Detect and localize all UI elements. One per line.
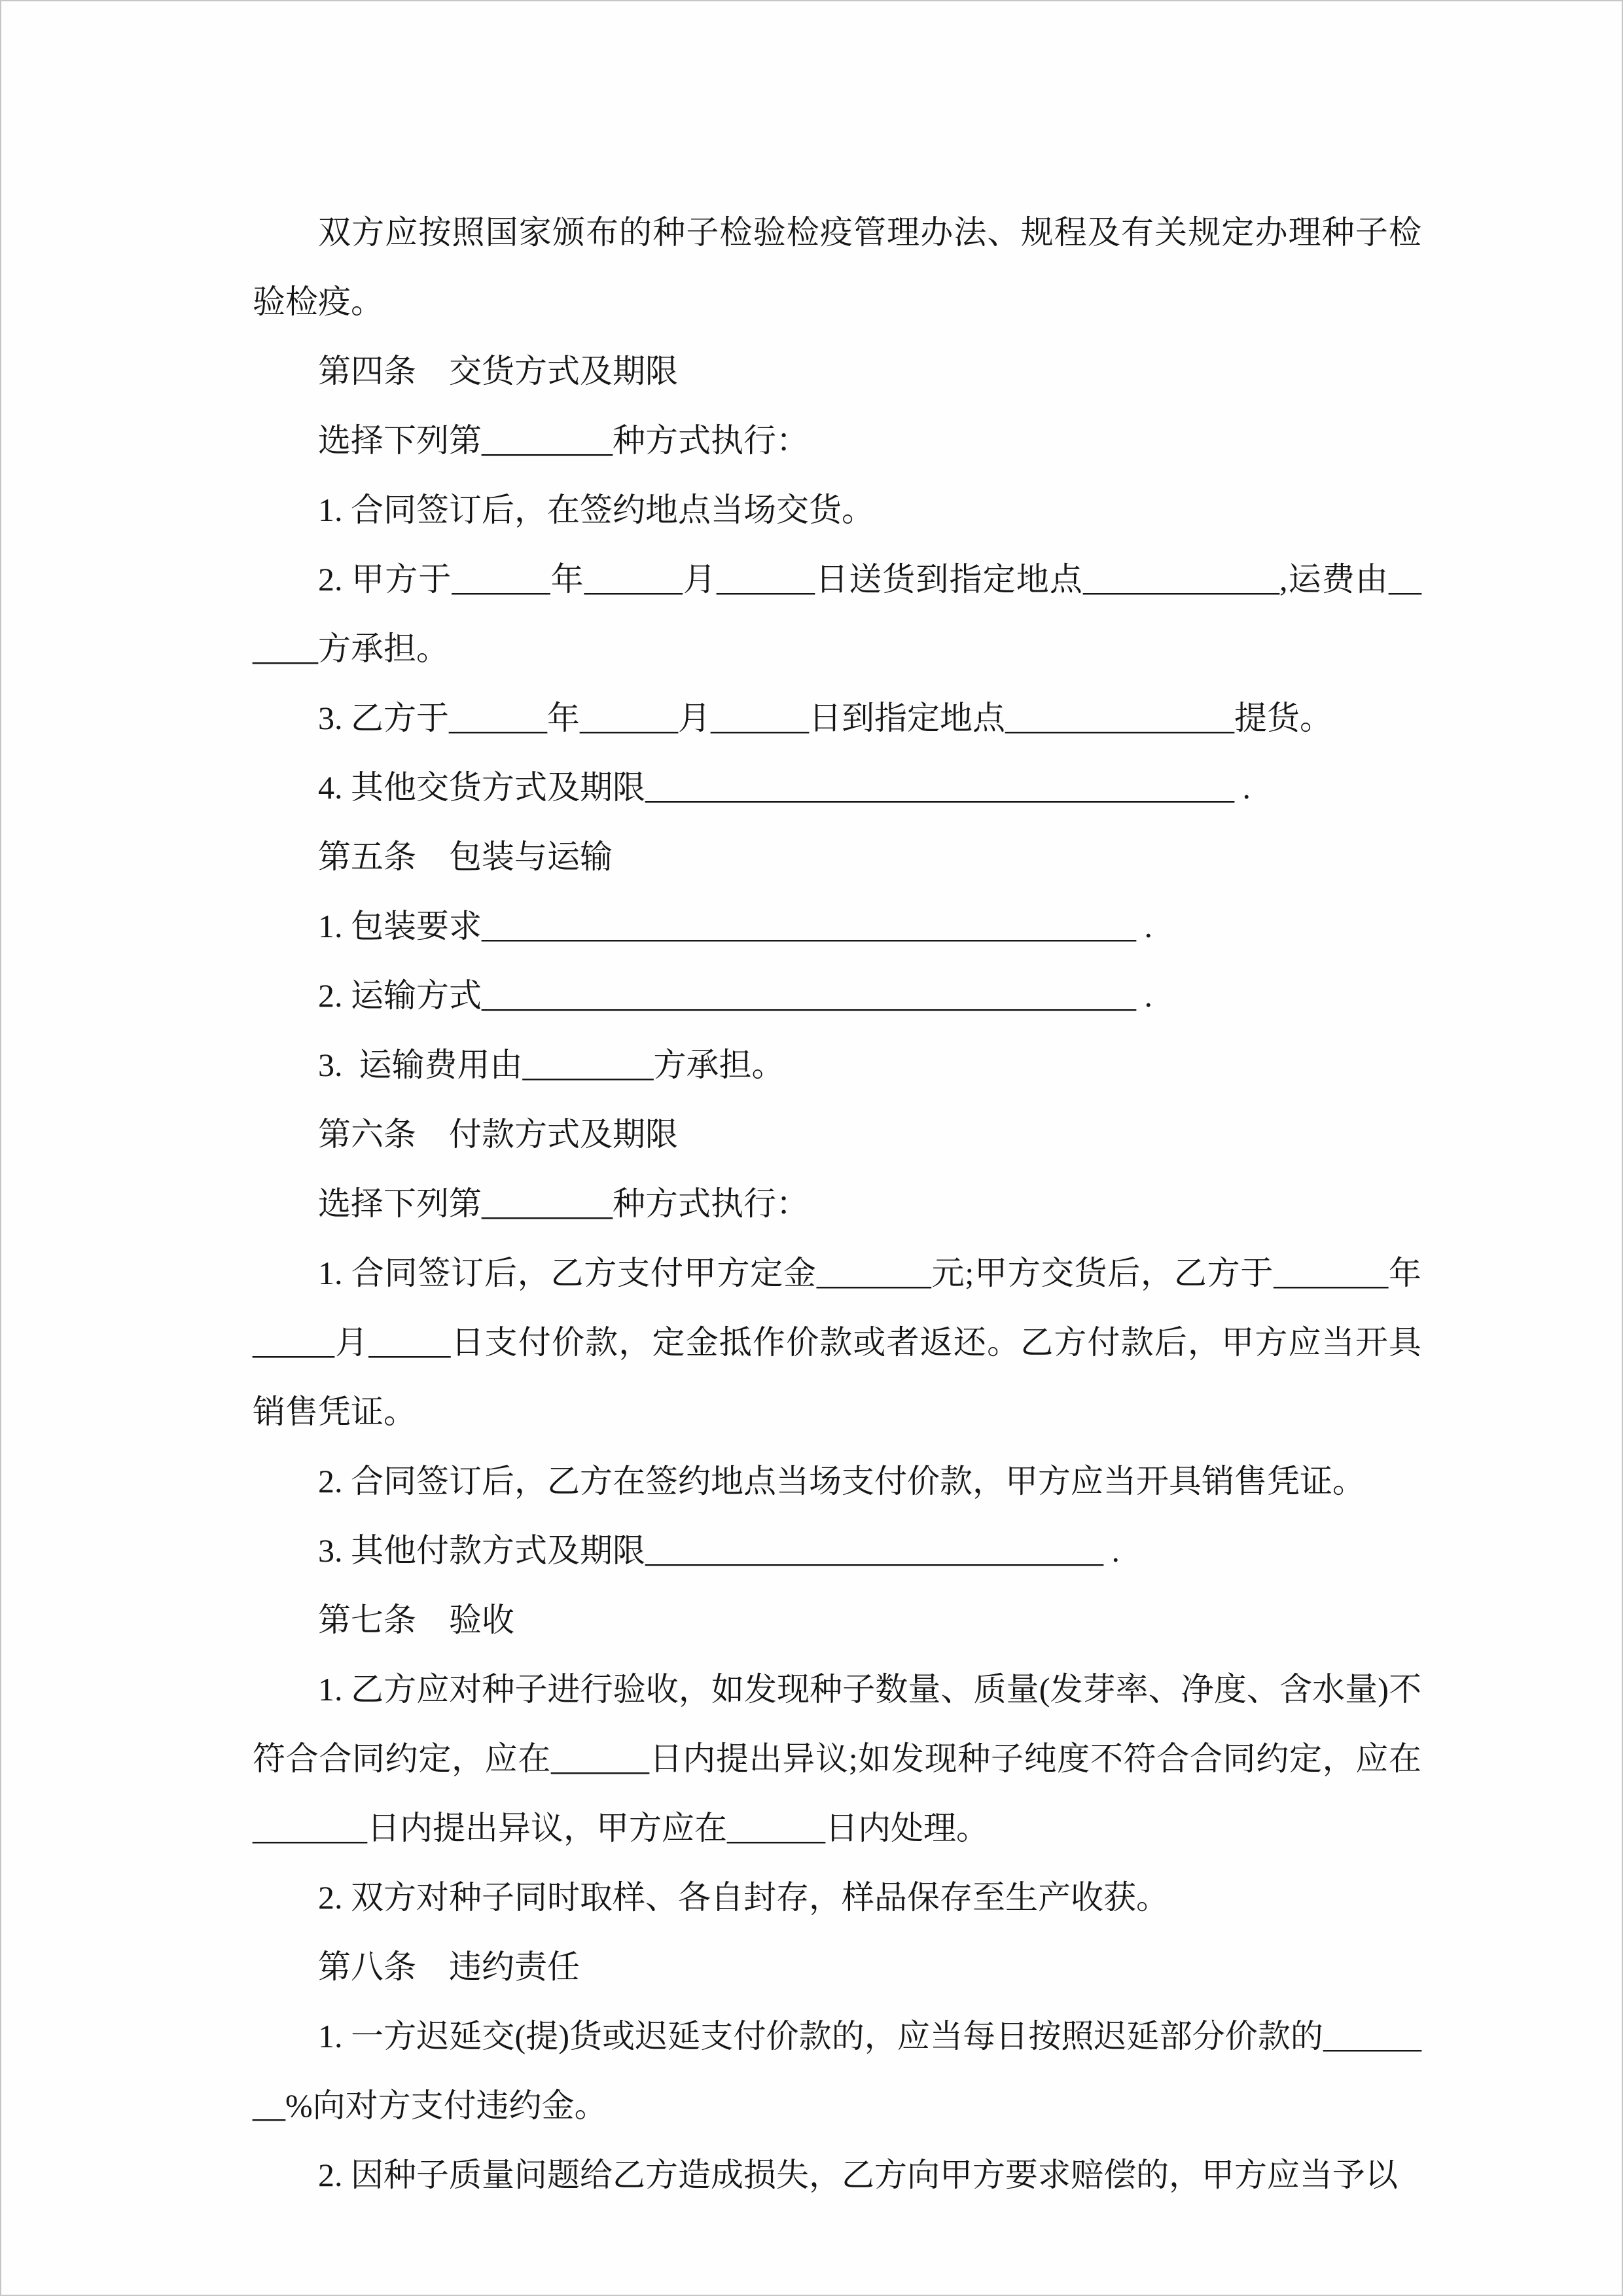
paragraph-payment-option-1: 1. 合同签订后，乙方支付甲方定金_______元;甲方交货后，乙方于_______年_____月_____日支付价款，定金抵作价款或者返还。乙方付款后，甲方应当开具销售凭证。 [253, 1255, 1421, 1430]
heading-article-8: 第八条 违约责任 [318, 1948, 580, 1985]
heading-article-5: 第五条 包装与运输 [318, 838, 613, 875]
paragraph-payment-option-3: 3. 其他付款方式及期限____________________________ . [318, 1532, 1120, 1569]
paragraph-transport-method: 2. 运输方式________________________________________ . [318, 977, 1152, 1014]
paragraph-delivery-option-4: 4. 其他交货方式及期限____________________________________ . [318, 769, 1251, 806]
paragraph-payment-option-2: 2. 合同签订后，乙方在签约地点当场支付价款，甲方应当开具销售凭证。 [318, 1463, 1365, 1499]
paragraph-breach-1: 1. 一方迟延交(提)货或迟延支付价款的，应当每日按照迟延部分价款的________%向对方支付违约金。 [253, 2018, 1421, 2124]
heading-article-6: 第六条 付款方式及期限 [318, 1116, 678, 1153]
paragraph-packing-requirement: 1. 包装要求________________________________________ . [318, 908, 1152, 944]
paragraph-delivery-option-3: 3. 乙方于______年______月______日到指定地点______________提货。 [318, 700, 1332, 736]
paragraph-inspection-clause: 双方应按照国家颁布的种子检验检疫管理办法、规程及有关规定办理种子检验检疫。 [253, 214, 1421, 320]
paragraph-delivery-option-1: 1. 合同签订后，在签约地点当场交货。 [318, 492, 874, 528]
contract-body [253, 198, 1421, 2210]
heading-article-4: 第四条 交货方式及期限 [318, 353, 678, 389]
paragraph-acceptance-1: 1. 乙方应对种子进行验收，如发现种子数量、质量(发芽率、净度、含水量)不符合合同约定，应在______日内提出异议;如发现种子纯度不符合合同约定，应在_______日内提出异议，甲方应在______日内处理。 [253, 1671, 1421, 1846]
paragraph-breach-2: 2. 因种子质量问题给乙方造成损失，乙方向甲方要求赔偿的，甲方应当予以 [318, 2157, 1398, 2193]
paragraph-payment-choice: 选择下列第________种方式执行： [318, 1185, 809, 1222]
paragraph-delivery-choice: 选择下列第________种方式执行： [318, 422, 809, 459]
paragraph-acceptance-2: 2. 双方对种子同时取样、各自封存，样品保存至生产收获。 [318, 1879, 1169, 1916]
paragraph-delivery-option-2: 2. 甲方于______年______月______日送货到指定地点____________,运费由______方承担。 [253, 561, 1421, 667]
heading-article-7: 第七条 验收 [318, 1602, 514, 1638]
paragraph-transport-cost: 3. 运输费用由________方承担。 [318, 1047, 785, 1083]
